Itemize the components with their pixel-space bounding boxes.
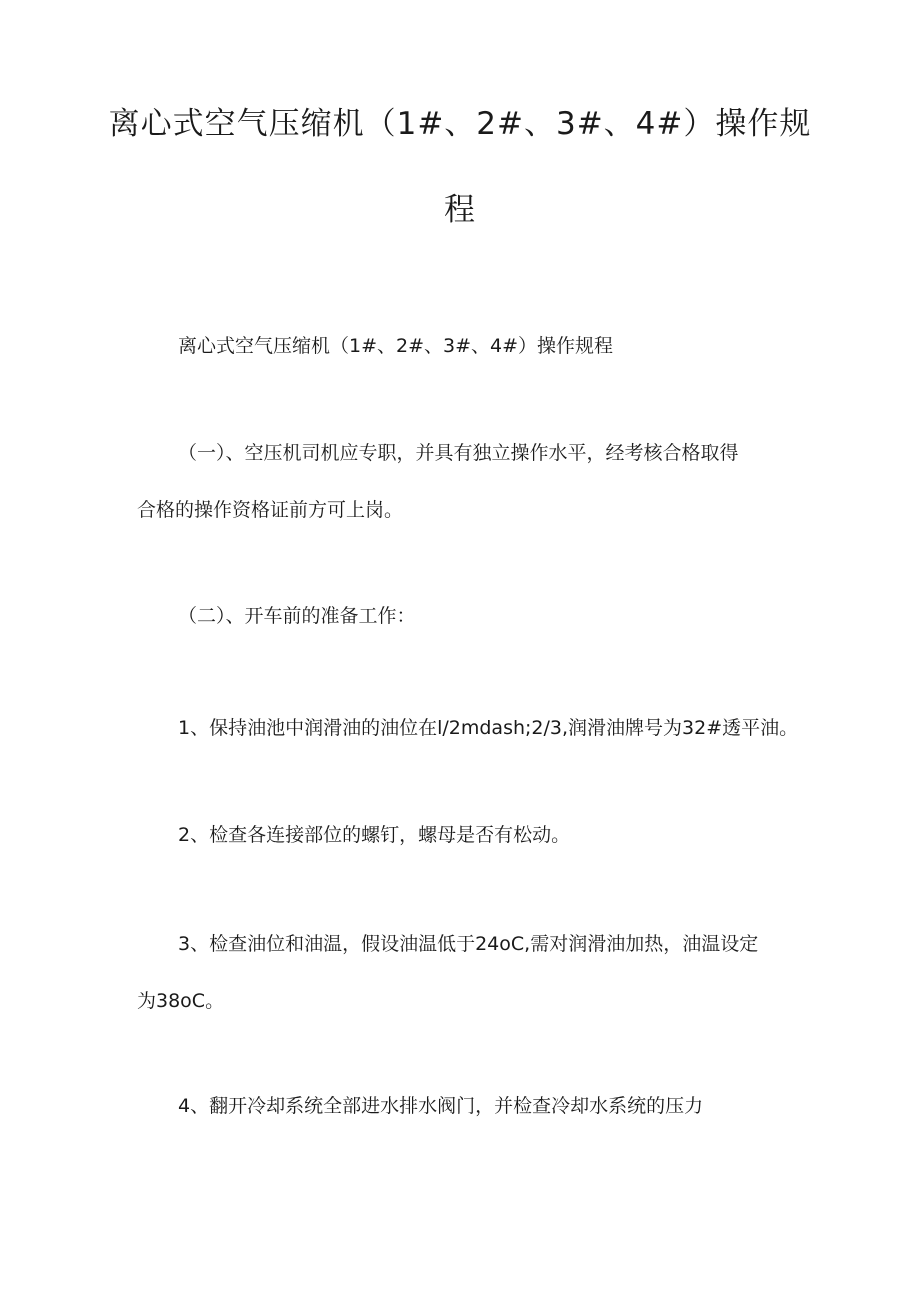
paragraph-2: （二）、开车前的准备工作：	[178, 605, 416, 627]
paragraph-5-line-1: 3、检查油位和油温，假设油温低于24oC,需对润滑油加热，油温设定	[178, 933, 759, 955]
paragraph-1-line-2: 合格的操作资格证前方可上岗。	[137, 499, 404, 521]
paragraph-1-line-1: （一）、空压机司机应专职，并具有独立操作水平，经考核合格取得	[178, 442, 739, 464]
subtitle-paragraph: 离心式空气压缩机（1#、2#、3#、4#）操作规程	[178, 335, 614, 357]
document-title-line-2: 程	[444, 192, 476, 228]
paragraph-3: 1、保持油池中润滑油的油位在l/2mdash;2/3,润滑油牌号为32#透平油。	[178, 717, 799, 739]
paragraph-6: 4、翻开冷却系统全部进水排水阀门，并检查冷却水系统的压力	[178, 1095, 704, 1117]
document-title-line-1: 离心式空气压缩机（1#、2#、3#、4#）操作规	[108, 106, 812, 142]
paragraph-5-line-2: 为38oC。	[137, 990, 225, 1012]
paragraph-4: 2、检查各连接部位的螺钉，螺母是否有松动。	[178, 824, 571, 846]
